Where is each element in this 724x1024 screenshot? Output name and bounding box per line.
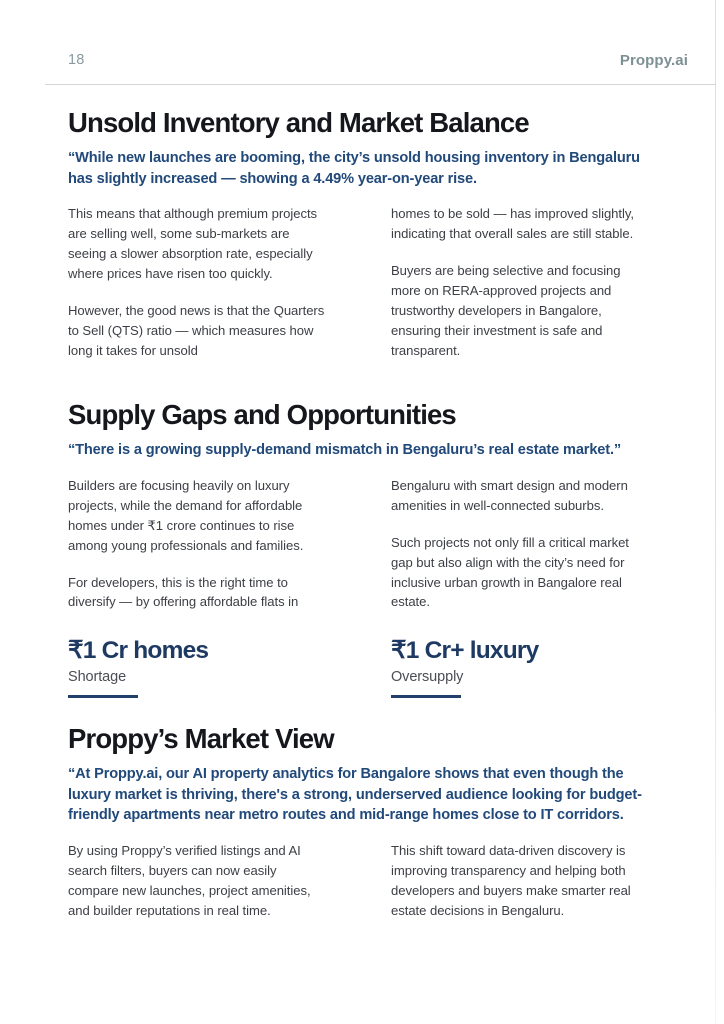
section-title: Proppy’s Market View <box>68 723 334 755</box>
column-left <box>68 476 329 612</box>
stat-value: ₹1 Cr homes <box>68 637 209 665</box>
column-right <box>391 204 652 360</box>
section-supply-gaps <box>68 400 652 698</box>
page-content <box>68 108 652 921</box>
section-columns <box>68 476 652 612</box>
column-right <box>391 841 652 921</box>
body-paragraph: For developers, this is the right time to diversify — by offering affordable flats in <box>68 574 299 610</box>
stat-underline <box>391 695 461 698</box>
stat-label: Oversupply <box>391 669 464 686</box>
body-paragraph: Such projects not only fill a critical market gap but also align with the city’s need for inclusive urban growth in Bangalore real estate. <box>391 534 629 610</box>
stat-blocks <box>68 638 652 698</box>
stat-underline <box>68 695 138 698</box>
column-left <box>68 204 329 360</box>
section-lede: “At Proppy.ai, our AI property analytics for Bangalore shows that even though the luxury market is thriving, there's a strong, underserved audience looking for budget-friendly apartments near metro routes and mid-range homes close to IT corridors. <box>68 765 642 824</box>
section-lede: “There is a growing supply-demand mismatch in Bengaluru’s real estate market.” <box>68 442 622 459</box>
page-number: 18 <box>68 52 85 68</box>
body-paragraph: By using Proppy’s verified listings and AI search filters, buyers can now easily compare new launches, project amenities, and builder reputations in real time. <box>68 843 311 918</box>
column-left <box>68 841 329 921</box>
page-header <box>45 52 716 84</box>
body-paragraph: This means that although premium projects are selling well, some sub-markets are seeing a slower absorption rate, especially where prices have risen too quickly. <box>68 206 318 281</box>
section-spacer <box>68 698 652 724</box>
stat-block-oversupply <box>391 638 652 698</box>
body-paragraph: homes to be sold — has improved slightly, indicating that overall sales are still stable. <box>391 206 634 242</box>
section-proppy-market-view <box>68 724 652 921</box>
body-paragraph: Builders are focusing heavily on luxury projects, while the demand for affordable homes under ₹1 crore continues to rise among young professionals and families. <box>68 477 304 553</box>
stat-label: Shortage <box>68 669 127 686</box>
section-columns <box>68 204 652 360</box>
section-lede: “While new launches are booming, the city’s unsold housing inventory in Bengaluru has slightly increased — showing a 4.49% year-on-year rise. <box>68 149 640 187</box>
stat-value: ₹1 Cr+ luxury <box>391 637 539 665</box>
stat-block-shortage <box>68 638 329 698</box>
section-spacer <box>68 360 652 400</box>
section-columns <box>68 841 652 921</box>
body-paragraph: This shift toward data-driven discovery is improving transparency and helping both developers and buyers make smarter real estate decisions in Bengaluru. <box>391 843 631 918</box>
section-title: Supply Gaps and Opportunities <box>68 399 456 431</box>
brand-logo: Proppy.ai <box>619 52 688 69</box>
body-paragraph: However, the good news is that the Quarters to Sell (QTS) ratio — which measures how long it takes for unsold <box>68 302 325 358</box>
section-title: Unsold Inventory and Market Balance <box>68 107 529 138</box>
column-right <box>391 476 652 612</box>
section-unsold-inventory <box>68 108 652 360</box>
page-edge-shadow <box>715 0 716 1024</box>
body-paragraph: Bengaluru with smart design and modern amenities in well-connected suburbs. <box>391 477 628 513</box>
header-divider <box>45 84 716 85</box>
body-paragraph: Buyers are being selective and focusing more on RERA-approved projects and trustworthy developers in Bangalore, ensuring their investment is safe and transparent. <box>391 263 621 358</box>
